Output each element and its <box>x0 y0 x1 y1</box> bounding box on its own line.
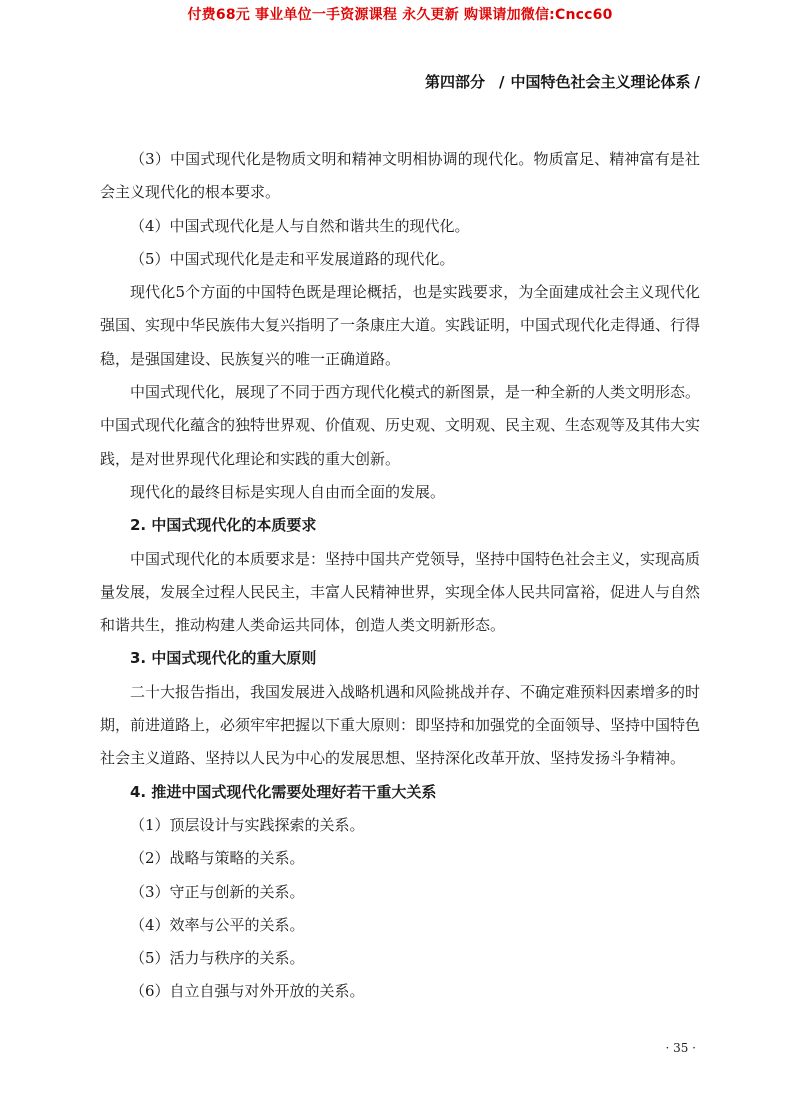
relation-item-2: （2）战略与策略的关系。 <box>130 849 305 868</box>
list-item-5: （5）中国式现代化是走和平发展道路的现代化。 <box>130 249 455 268</box>
watermark-banner: 付费68元 事业单位一手资源课程 永久更新 购课请加微信:Cncc60 <box>187 7 613 23</box>
relation-item-5: （5）活力与秩序的关系。 <box>130 949 305 968</box>
paragraph-major-principles: 二十大报告指出，我国发展进入战略机遇和风险挑战并存、不确定难预料因素增多的时期，前进道路上，必须牢牢把握以下重大原则：即坚持和加强党的全面领导、坚持中国特色社会主义道路、坚持以人民为中心的发展思想、坚持深化改革开放、坚持发扬斗争精神。 <box>100 682 701 768</box>
section-heading-3: 3. 中国式现代化的重大原则 <box>130 649 317 668</box>
paragraph-ultimate-goal: 现代化的最终目标是实现人自由而全面的发展。 <box>130 482 446 501</box>
paragraph-essential-requirements: 中国式现代化的本质要求是：坚持中国共产党领导，坚持中国特色社会主义，实现高质量发展，发展全过程人民民主，丰富人民精神世界，实现全体人民共同富裕，促进人与自然和谐共生，推动构建人类命运共同体，创造人类文明新形态。 <box>100 549 701 635</box>
section-heading-4: 4. 推进中国式现代化需要处理好若干重大关系 <box>130 782 437 801</box>
list-item-4: （4）中国式现代化是人与自然和谐共生的现代化。 <box>130 216 470 235</box>
running-header <box>425 72 700 92</box>
section-heading-2: 2. 中国式现代化的本质要求 <box>130 516 317 535</box>
relation-item-6: （6）自立自强与对外开放的关系。 <box>130 982 365 1001</box>
relation-item-1: （1）顶层设计与实践探索的关系。 <box>130 815 365 834</box>
paragraph-3: （3）中国式现代化是物质文明和精神文明相协调的现代化。物质富足、精神富有是社会主义现代化的根本要求。 <box>100 150 700 202</box>
page-number: · 35 · <box>665 1041 696 1055</box>
header-section: 中国特色社会主义理论体系 <box>510 73 691 91</box>
page-body <box>100 143 700 1009</box>
relation-item-4: （4）效率与公平的关系。 <box>130 915 305 934</box>
header-divider: / <box>499 73 505 91</box>
paragraph-modernization-features: 现代化5个方面的中国特色既是理论概括，也是实践要求，为全面建成社会主义现代化强国、实现中华民族伟大复兴指明了一条康庄大道。实践证明，中国式现代化走得通、行得稳，是强国建设、民族复兴的唯一正确道路。 <box>100 283 701 368</box>
header-part: 第四部分 <box>425 73 486 91</box>
header-divider-end: / <box>694 73 700 91</box>
paragraph-new-civilization: 中国式现代化，展现了不同于西方现代化模式的新图景，是一种全新的人类文明形态。中国式现代化蕴含的独特世界观、价值观、历史观、文明观、民主观、生态观等及其伟大实践，是对世界现代化理论和实践的重大创新。 <box>100 383 701 468</box>
relation-item-3: （3）守正与创新的关系。 <box>130 882 305 901</box>
